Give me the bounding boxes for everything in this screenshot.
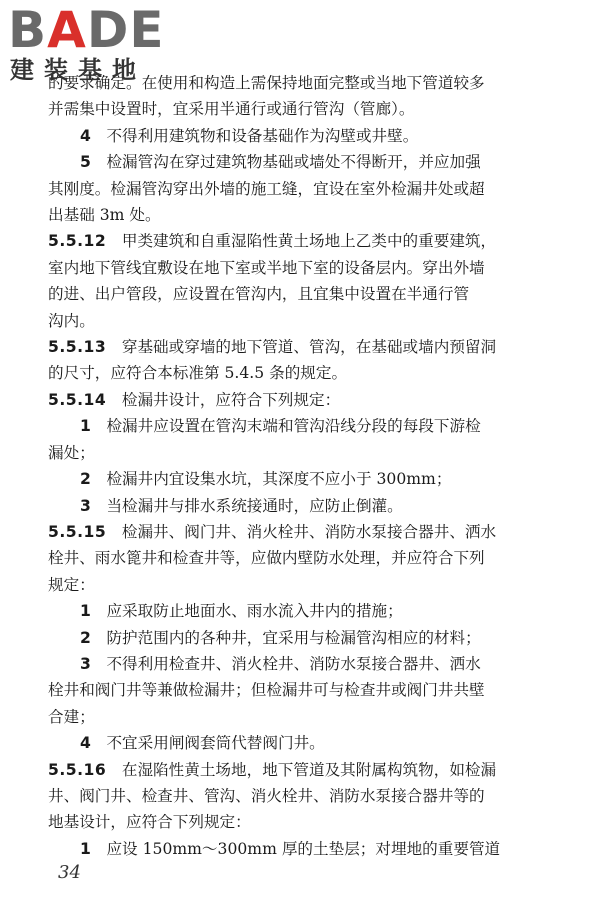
clause-number: 5.5.13	[48, 338, 107, 357]
clause-number: 5.5.15	[48, 522, 107, 541]
text-line	[48, 545, 584, 571]
text-line	[48, 387, 584, 413]
text-line	[48, 493, 584, 519]
text-line	[48, 202, 584, 228]
line-text: 当检漏井与排水系统接通时，应防止倒灌。	[106, 496, 403, 515]
line-text: 不得利用建筑物和设备基础作为沟壁或井壁。	[106, 126, 419, 145]
line-text: 防护范围内的各种井，宜采用与检漏管沟相应的材料；	[106, 628, 481, 647]
text-line	[48, 96, 584, 122]
document-body	[48, 70, 584, 862]
line-text: 室内地下管线宜敷设在地下室或半地下室的设备层内。穿出外墙	[48, 258, 485, 277]
text-line	[48, 466, 584, 492]
text-line	[48, 255, 584, 281]
line-text: 的要求确定。在使用和构造上需保持地面完整或当地下管道较多	[48, 74, 485, 92]
logo-wordmark	[8, 1, 178, 59]
line-text: 应设 150mm～300mm 厚的土垫层；对埋地的重要管道	[106, 839, 501, 858]
text-line	[48, 360, 584, 386]
text-line	[48, 704, 584, 730]
item-number: 4	[80, 126, 91, 145]
line-text: 的尺寸，应符合本标准第 5.4.5 条的规定。	[48, 364, 348, 383]
line-text: 在湿陷性黄土场地，地下管道及其附属构筑物，如检漏	[121, 760, 497, 779]
logo-letters-b: DE	[86, 1, 165, 59]
logo	[8, 1, 178, 94]
line-text: 不宜采用闸阀套筒代替阀门井。	[106, 734, 325, 753]
line-text: 不得利用检查井、消火栓井、消防水泵接合器井、洒水	[106, 654, 481, 673]
clause-number: 5.5.12	[48, 232, 107, 251]
page-number: 34	[58, 862, 81, 883]
item-number: 1	[80, 602, 91, 621]
text-line	[48, 334, 584, 360]
text-line	[48, 519, 584, 545]
line-text: 检漏井内宜设集水坑，其深度不应小于 300mm；	[106, 470, 452, 489]
line-text: 检漏井应设置在管沟末端和管沟沿线分段的每段下游检	[106, 417, 481, 436]
line-text: 地基设计，应符合下列规定：	[48, 813, 251, 832]
text-line	[48, 836, 584, 862]
item-number: 3	[80, 654, 91, 673]
line-text: 应采取防止地面水、雨水流入井内的措施；	[106, 602, 403, 621]
item-number: 2	[80, 628, 91, 647]
text-line	[48, 440, 584, 466]
text-line	[48, 149, 584, 175]
line-text: 规定：	[48, 575, 95, 594]
line-text: 合建；	[48, 707, 95, 726]
text-line	[48, 281, 584, 307]
item-number: 4	[80, 734, 91, 753]
line-text: 其刚度。检漏管沟穿出外墙的施工缝，宜设在室外检漏井处或超	[48, 179, 485, 198]
logo-subtitle: 建装基地	[10, 56, 146, 84]
item-number: 1	[80, 839, 91, 858]
clause-number: 5.5.14	[48, 390, 107, 409]
line-text: 检漏井设计，应符合下列规定：	[121, 390, 341, 409]
line-text: 甲类建筑和自重湿陷性黄土场地上乙类中的重要建筑，	[121, 232, 497, 251]
text-line	[48, 598, 584, 624]
logo-letters-a: B	[8, 1, 48, 59]
item-number: 1	[80, 417, 91, 436]
line-text: 检漏管沟在穿过建筑物基础或墙处不得断开，并应加强	[106, 153, 481, 172]
line-text: 出基础 3m 处。	[48, 206, 161, 225]
text-line	[48, 123, 584, 149]
text-line	[48, 625, 584, 651]
line-text: 栓井、雨水篦井和检查井等，应做内壁防水处理，并应符合下列	[48, 549, 485, 568]
text-line	[48, 308, 584, 334]
line-text: 栓井和阀门井等兼做检漏井；但检漏井可与检查井或阀门井共壁	[48, 681, 485, 700]
text-line	[48, 677, 584, 703]
item-number: 2	[80, 470, 91, 489]
text-line	[48, 572, 584, 598]
line-text: 并需集中设置时，宜采用半通行或通行管沟（管廊）。	[48, 100, 415, 119]
text-line	[48, 176, 584, 202]
line-text: 井、阀门井、检查井、管沟、消火栓井、消防水泵接合器井等的	[48, 786, 485, 805]
text-line	[48, 228, 584, 254]
text-line	[48, 651, 584, 677]
text-line	[48, 730, 584, 756]
line-text: 的进、出户管段，应设置在管沟内，且宜集中设置在半通行管	[48, 285, 470, 304]
line-text: 检漏井、阀门井、消火栓井、消防水泵接合器井、洒水	[121, 522, 497, 541]
text-line	[48, 809, 584, 835]
line-text: 沟内。	[48, 311, 95, 330]
item-number: 5	[80, 153, 91, 172]
text-line	[48, 413, 584, 439]
text-line	[48, 757, 584, 783]
line-text: 漏处；	[48, 443, 95, 462]
logo-accent-letter: A	[47, 1, 87, 59]
clause-number: 5.5.16	[48, 760, 107, 779]
line-text: 穿基础或穿墙的地下管道、管沟，在基础或墙内预留洞	[121, 338, 497, 357]
text-line	[48, 783, 584, 809]
item-number: 3	[80, 496, 91, 515]
